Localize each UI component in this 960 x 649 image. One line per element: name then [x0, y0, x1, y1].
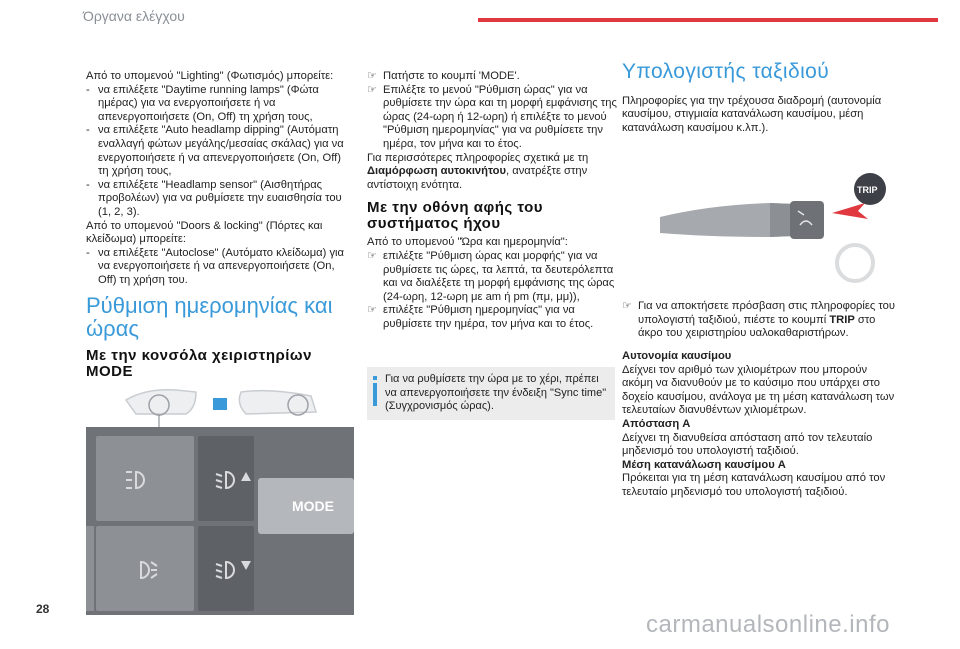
fog-light-front-button	[96, 436, 194, 521]
section-title: Απόσταση A	[622, 417, 691, 430]
list-item: ☞ επιλέξτε "Ρύθμιση ημερομηνίας" για να ρυθμίσετε την ημέρα, τον μήνα και το έτος.	[367, 304, 594, 330]
red-arrow-icon	[832, 203, 868, 219]
section-text: Δείχνει τη διανυθείσα απόσταση από τον τελευταίο μηδενισμό του υπολογιστή ταξιδιού.	[622, 431, 873, 458]
fog-light-rear-button	[96, 526, 194, 611]
mode-console-heading: Με την κονσόλα χειριστηρίων MODE	[86, 346, 312, 380]
header-accent-bar	[478, 18, 938, 22]
trip-info-sections	[622, 350, 897, 500]
trip-computer-intro: Πληροφορίες για την τρέχουσα διαδρομή (αυτονομία καυσίμου, στιγμιαία κατανάλωση καυσίμου, μέση κατανάλωση καυσίμου κ.λπ.).	[622, 94, 882, 134]
trip-computer-heading: Υπολογιστής ταξιδιού	[622, 60, 830, 83]
section-text: Δείχνει τον αριθμό των χιλιομέτρων που μπορούν ακόμη να διανυθούν με το καύσιμο που υπάρχει στο δοχείο καυσίμου, ανάλογα με τη μέση κατανάλωση των τελευταίων διανυθέντων χιλιομέτρων.	[622, 363, 895, 417]
column-right	[622, 60, 897, 135]
lighting-intro: Από το υπομενού "Lighting" (Φωτισμός) μπορείτε:	[86, 70, 334, 82]
list-item: - να επιλέξετε "Daytime running lamps" (Φώτα ημέρας) για να ενεργοποιήσετε ή να απενεργοποιήσετε (On, Off) τη χρήση τους,	[86, 83, 319, 123]
list-item: - να επιλέξετε "Autoclose" (Αυτόματο κλείδωμα) για να ενεργοποιήσετε ή να απενεργοποιήσετε (On, Off) τη χρήση του.	[86, 246, 345, 286]
dashboard-sketch	[126, 390, 316, 415]
section-title: Μέση κατανάλωση καυσίμου A	[622, 458, 786, 471]
column-middle	[367, 70, 617, 332]
mode-label: MODE	[292, 498, 334, 514]
section-title: Όργανα ελέγχου	[83, 8, 185, 24]
section-text: Πρόκειται για τη μέση κατανάλωση καυσίμου από τον τελευταίο μηδενισμό του υπολογιστή ταξιδιού.	[622, 472, 886, 498]
trip-access-step: ☞ Για να αποκτήσετε πρόσβαση στις πληροφορίες του υπολογιστή ταξιδιού, πιέστε το κουμπί TRIP στο άκρο του χειριστηρίου υαλοκαθαριστήρων.	[622, 300, 895, 340]
info-icon	[373, 376, 377, 406]
list-item: ☞ Πατήστε το κουμπί 'MODE'.	[367, 70, 520, 82]
watermark: carmanualsonline.info	[646, 611, 890, 638]
touchscreen-heading: Με την οθόνη αφής του συστήματος ήχου	[367, 199, 544, 233]
time-date-intro: Από το υπομενού "Ώρα και ημερομηνία":	[367, 236, 568, 249]
list-item: ☞ Επιλέξτε το μενού "Ρύθμιση ώρας" για να ρυθμίσετε την ώρα και τη μορφή εμφάνισης της ώρας (24-ωρη ή 12-ωρη) ή επιλέξτε το μενού "Ρύθμιση ημερομηνίας" για να ρυθμίσετε την ημέρα, τον μήνα και το έτος.	[367, 83, 617, 150]
wiper-stalk-illustration	[650, 165, 895, 293]
column-left	[86, 70, 351, 384]
page-number: 28	[36, 602, 50, 616]
mode-console-illustration	[86, 380, 354, 615]
date-time-heading: Ρύθμιση ημερομηνίας και ώρας	[86, 292, 333, 341]
sync-time-note: Για να ρυθμίσετε την ώρα με το χέρι, πρέπει να απενεργοποιήσετε την ένδειξη "Sync time" (Συγχρονισμός ώρας).	[367, 367, 615, 420]
doors-intro: Από το υπομενού "Doors & locking" (Πόρτες και κλείδωμα) μπορείτε:	[86, 219, 323, 246]
list-item: ☞ επιλέξτε "Ρύθμιση ώρας και μορφής" για να ρυθμίσετε τις ώρες, τα λεπτά, τα δευτερόλεπτα και να διαλέξετε τη μορφή εμφάνισης της ώρας (24-ωρη, 12-ωρη με am ή pm (πμ, μμ)),	[367, 249, 615, 303]
config-reference: Για περισσότερες πληροφορίες σχετικά με τη Διαμόρφωση αυτοκινήτου, ανατρέξτε στην αντίστοιχη ενότητα.	[367, 151, 589, 191]
list-item: - να επιλέξετε "Headlamp sensor" (Αισθητήρας προβολέων) για να ρυθμίσετε την ευαισθησία του (1, 2, 3).	[86, 178, 342, 218]
section-title: Αυτονομία καυσίμου	[622, 350, 732, 362]
trip-label: TRIP	[857, 185, 878, 195]
list-item: - να επιλέξετε "Auto headlamp dipping" (Αυτόματη εναλλαγή φώτων μεγάλης/μεσαίας σκάλας) για να ενεργοποιήσετε ή να απενεργοποιήσετε (On, Off) τη χρήση τους,	[86, 124, 344, 178]
